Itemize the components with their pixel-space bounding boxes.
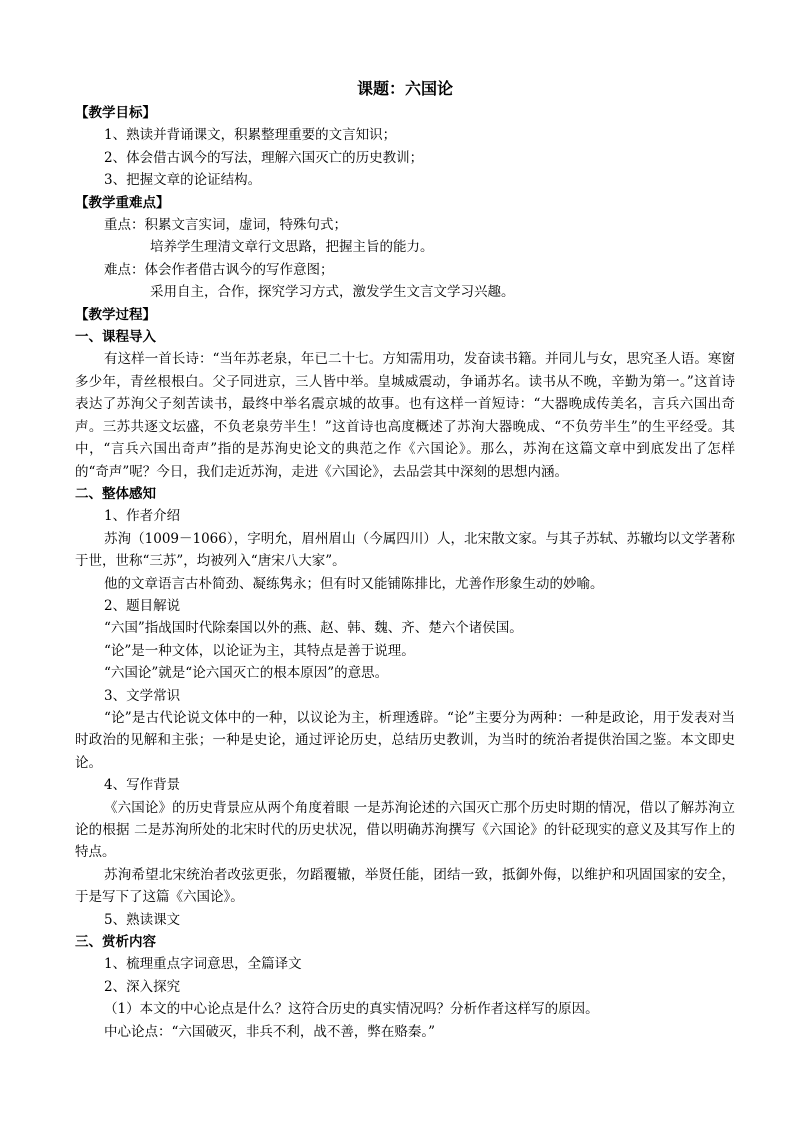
- page-title: 课题：六国论: [356, 79, 453, 98]
- goal-item: 3、把握文章的论证结构。: [104, 172, 262, 189]
- document-page: [75, 76, 735, 1043]
- subsection-heading: 1、梳理重点字词意思，全篇译文: [104, 956, 302, 973]
- subsection-heading: 2、题目解说: [104, 597, 181, 614]
- goal-item: 1、熟读并背诵课文，积累整理重要的文言知识；: [104, 127, 397, 144]
- title-explain-paragraph: “六国”指战国时代除秦国以外的燕、赵、韩、魏、齐、楚六个诸侯国。: [104, 620, 523, 637]
- subsection-heading: 5、熟读课文: [104, 911, 181, 928]
- subsection-heading: 3、文学常识: [104, 687, 181, 704]
- subsection-heading: 4、写作背景: [104, 777, 181, 794]
- section-heading: 二、整体感知: [75, 485, 156, 502]
- background-paragraph: 《六国论》的历史背景应从两个角度着眼 一是苏洵论述的六国灭亡那个历史时期的情况，借以了解苏洵立论的根据 二是苏洵所处的北宋时代的历史状况，借以明确苏洵撰写《六国论》的针砭现实的意义及其写作上的特点。: [75, 799, 735, 861]
- author-paragraph: 他的文章语言古朴简劲、凝练隽永；但有时又能铺陈排比，尤善作形象生动的妙喻。: [104, 575, 604, 592]
- subsection-heading: 1、作者介绍: [104, 508, 181, 525]
- title-explain-paragraph: “六国论”就是“论六国灭亡的根本原因”的意思。: [104, 665, 389, 682]
- section-heading: 三、赏析内容: [75, 934, 156, 951]
- title-explain-paragraph: “论”是一种文体，以论证为主，其特点是善于说理。: [104, 642, 415, 659]
- author-paragraph: 苏洵（1009－1066），字明允，眉州眉山（今属四川）人，北宋散文家。与其子苏轼、苏辙均以文学著称于世，世称“三苏”，均被列入“唐宋八大家”。: [75, 530, 735, 570]
- focus-line: 重点：积累文言实词，虚词，特殊句式；: [104, 217, 347, 234]
- difficulty-line: 采用自主，合作，探究学习方式，激发学生文言文学习兴趣。: [150, 284, 515, 301]
- section-heading: 一、课程导入: [75, 329, 156, 346]
- goals-heading: 【教学目标】: [75, 105, 156, 121]
- process-heading: 【教学过程】: [75, 306, 156, 323]
- literature-paragraph: “论”是古代论说文体中的一种，以议论为主，析理透辟。“论”主要分为两种：一种是政论，用于发表对当时政治的见解和主张；一种是史论，通过评论历史，总结历史教训，为当时的统治者提供治国之鉴。本文即史论。: [75, 709, 735, 771]
- question-line: （1）本文的中心论点是什么？这符合历史的真实情况吗？分析作者这样写的原因。: [104, 1001, 599, 1018]
- keypoints-heading: 【教学重难点】: [75, 194, 170, 211]
- subsection-heading: 2、深入探究: [104, 978, 181, 995]
- intro-paragraph: 有这样一首长诗：“当年苏老泉，年已二十七。方知需用功，发奋读书籍。并同儿与女，思究圣人语。寒窗多少年，青丝根根白。父子同进京，三人皆中举。皇城威震动，争诵苏名。读书从不晚，辛勤为第一。”这首诗表达了苏洵父子刻苦读书，最终中举名震京城的故事。也有这样一首短诗：“大器晚成传美名，言兵六国出奇声。三苏共逐文坛盛，不负老泉劳半生！”这首诗也高度概述了苏洵大器晚成、“不负劳半生”的生平经受。其中，“言兵六国出奇声”指的是苏洵史论文的典范之作《六国论》。那么，苏洵在这篇文章中到底发出了怎样的“奇声”呢？今日，我们走近苏洵，走进《六国论》，去品尝其中深刻的思想内涵。: [75, 351, 735, 480]
- difficulty-line: 难点：体会作者借古讽今的写作意图；: [104, 261, 334, 278]
- background-paragraph: 苏洵希望北宋统治者改弦更张，勿蹈覆辙，举贤任能，团结一致，抵御外侮，以维护和巩固国家的安全，于是写下了这篇《六国论》。: [75, 866, 735, 906]
- focus-line: 培养学生理清文章行文思路，把握主旨的能力。: [150, 239, 434, 256]
- thesis-line: 中心论点：“六国破灭，非兵不利，战不善，弊在赂秦。”: [104, 1023, 436, 1040]
- goal-item: 2、体会借古讽今的写法，理解六国灭亡的历史教训；: [104, 149, 424, 166]
